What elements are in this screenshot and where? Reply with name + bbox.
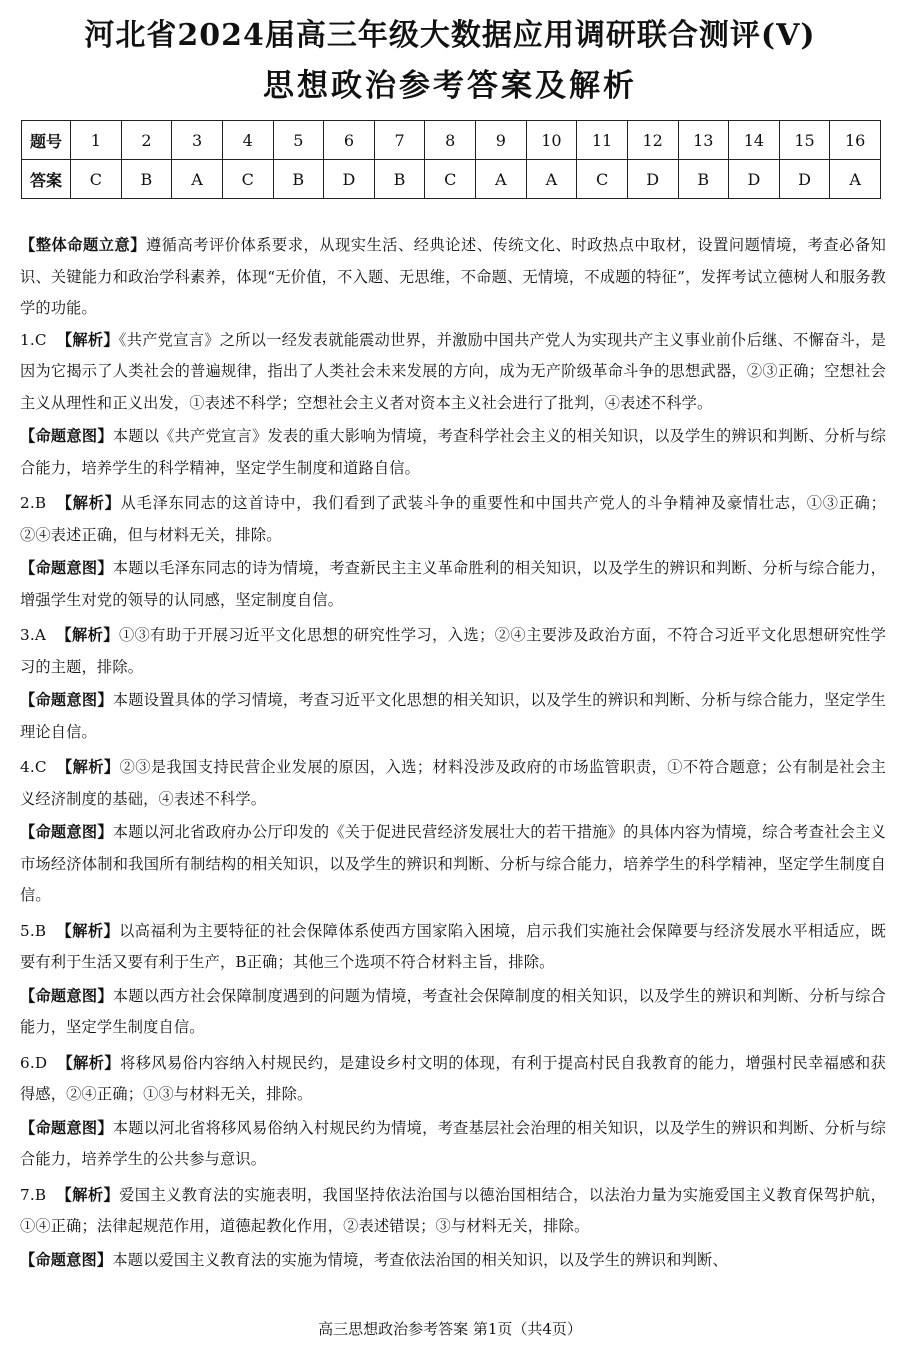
question-analysis (20, 325, 886, 420)
question-purpose (20, 553, 886, 616)
question-number-cell: 10 (526, 121, 577, 160)
question-number-row (22, 121, 881, 160)
question-number-cell: 16 (830, 121, 881, 160)
purpose-text: 本题以河北省政府办公厅印发的《关于促进民营经济发展壮大的若干措施》的具体内容为情境，综合考查社会主义市场经济体制和我国所有制结构的相关知识，以及学生的辨识和判断、分析与综合能力，培养学生的科学精神，坚定学生制度自信。 (20, 823, 886, 904)
answer-cell: C (71, 160, 122, 199)
answer-cell: D (779, 160, 830, 199)
question-number-cell: 15 (779, 121, 830, 160)
purpose-text: 本题以毛泽东同志的诗为情境，考查新民主主义革命胜利的相关知识，以及学生的辨识和判断、分析与综合能力，增强学生对党的领导的认同感，坚定制度自信。 (20, 559, 886, 609)
analysis-text: 《共产党宣言》之所以一经发表就能震动世界，并激励中国共产党人为实现共产主义事业前仆后继、不懈奋斗，是因为它揭示了人类社会的普遍规律，指出了人类社会未来发展的方向，成为无产阶级革命斗争的思想武器，②③正确；空想社会主义从理性和正义出发，①表述不科学；空想社会主义者对资本主义社会进行了批判，④表述不科学。 (20, 330, 886, 412)
analysis-tag: 【解析】 (56, 494, 121, 512)
analysis-text: ①③有助于开展习近平文化思想的研究性学习，入选；②④主要涉及政治方面，不符合习近平文化思想研究性学习的主题，排除。 (20, 626, 886, 676)
purpose-tag: 【命题意图】 (20, 986, 113, 1005)
question-analysis (20, 1180, 886, 1243)
question-purpose (20, 981, 886, 1044)
question-number-cell: 6 (324, 121, 375, 160)
answer-cell: B (374, 160, 425, 199)
answer-cell: B (678, 160, 729, 199)
answer-cell: C (577, 160, 628, 199)
question-number-cell: 5 (273, 121, 324, 160)
answer-row (22, 160, 881, 199)
analysis-text: 以高福利为主要特征的社会保障体系使西方国家陷入困境，启示我们实施社会保障要与经济发展水平相适应，既要有利于生活又要有利于生产，B正确；其他三个选项不符合材料主旨，排除。 (20, 921, 886, 971)
overall-intent-tag: 【整体命题立意】 (20, 236, 147, 254)
answer-table (21, 120, 881, 199)
purpose-tag: 【命题意图】 (20, 427, 113, 445)
purpose-text: 本题以《共产党宣言》发表的重大影响为情境，考查科学社会主义的相关知识，以及学生的辨识和判断、分析与综合能力，培养学生的科学精神，坚定学生制度和道路自信。 (20, 427, 886, 477)
analysis-text: ②③是我国支持民营企业发展的原因，入选；材料没涉及政府的市场监管职责，①不符合题意；公有制是社会主义经济制度的基础，④表述不科学。 (20, 758, 886, 808)
question-analysis (20, 488, 886, 551)
question-analysis (20, 1048, 886, 1111)
question-number: 5.B (20, 921, 47, 940)
question-number: 7.B (20, 1185, 47, 1204)
question-number-cell: 2 (121, 121, 172, 160)
question-number-cell: 1 (71, 121, 122, 160)
analysis-text: 爱国主义教育法的实施表明，我国坚持依法治国与以德治国相结合，以法治力量为实施爱国主义教育保驾护航，①④正确；法律起规范作用，道德起教化作用，②表述错误；③与材料无关，排除。 (20, 1185, 886, 1235)
purpose-tag: 【命题意图】 (20, 823, 113, 841)
purpose-tag: 【命题意图】 (20, 1250, 113, 1269)
analysis-tag: 【解析】 (56, 921, 120, 940)
question-analysis (20, 752, 886, 815)
row-label-number: 题号 (22, 121, 71, 160)
question-number-cell: 11 (577, 121, 628, 160)
analysis-text: 将移风易俗内容纳入村规民约，是建设乡村文明的体现，有利于提高村民自我教育的能力，增强村民幸福感和获得感，②④正确；①③与材料无关，排除。 (20, 1053, 886, 1103)
page-footer: 高三思想政治参考答案 第1页（共4页） (318, 1320, 582, 1338)
page-subtitle: 思想政治参考答案及解析 (263, 68, 637, 104)
explanation-body (20, 230, 886, 1280)
purpose-text: 本题以爱国主义教育法的实施为情境，考查依法治国的相关知识，以及学生的辨识和判断、 (112, 1250, 728, 1269)
analysis-tag: 【解析】 (56, 626, 119, 644)
analysis-text: 从毛泽东同志的这首诗中，我们看到了武装斗争的重要性和中国共产党人的斗争精神及豪情壮志，①③正确；②④表述正确，但与材料无关，排除。 (20, 494, 886, 544)
question-number-cell: 7 (374, 121, 425, 160)
question-number-cell: 4 (222, 121, 273, 160)
question-purpose (20, 1245, 886, 1277)
answer-cell: A (172, 160, 223, 199)
answer-cell: C (222, 160, 273, 199)
purpose-tag: 【命题意图】 (20, 691, 113, 709)
analysis-tag: 【解析】 (57, 1053, 121, 1072)
page-title: 河北省2024届高三年级大数据应用调研联合测评(Ⅴ) (84, 18, 816, 53)
analysis-tag: 【解析】 (56, 330, 119, 349)
answer-cell: A (830, 160, 881, 199)
question-number: 6.D (20, 1053, 48, 1072)
question-list (20, 325, 886, 1277)
purpose-text: 本题设置具体的学习情境，考查习近平文化思想的相关知识，以及学生的辨识和判断、分析与综合能力，坚定学生理论自信。 (20, 691, 886, 741)
question-number-cell: 9 (476, 121, 527, 160)
answer-cell: D (729, 160, 780, 199)
question-purpose (20, 1113, 886, 1176)
question-number: 4.C (20, 758, 47, 776)
question-number-cell: 14 (729, 121, 780, 160)
answer-cell: A (476, 160, 527, 199)
purpose-tag: 【命题意图】 (20, 1118, 113, 1137)
question-purpose (20, 685, 886, 748)
question-analysis (20, 916, 886, 979)
overall-intent-text: 遵循高考评价体系要求，从现实生活、经典论述、传统文化、时政热点中取材，设置问题情境，考查必备知识、关键能力和政治学科素养，体现“无价值，不入题、无思维，不命题、无情境，不成题的特征”，发挥考试立德树人和服务教学的功能。 (20, 236, 886, 317)
question-number-cell: 3 (172, 121, 223, 160)
purpose-text: 本题以西方社会保障制度遇到的问题为情境，考查社会保障制度的相关知识，以及学生的辨识和判断、分析与综合能力，坚定学生制度自信。 (20, 986, 886, 1036)
analysis-tag: 【解析】 (56, 758, 120, 776)
answer-cell: A (526, 160, 577, 199)
question-number: 1.C (20, 330, 47, 349)
answer-cell: D (324, 160, 375, 199)
question-number: 2.B (20, 494, 47, 512)
answer-cell: B (273, 160, 324, 199)
question-number-cell: 8 (425, 121, 476, 160)
answer-cell: D (627, 160, 678, 199)
question-number-cell: 13 (678, 121, 729, 160)
question-purpose (20, 421, 886, 484)
row-label-answer: 答案 (22, 160, 71, 199)
question-purpose (20, 817, 886, 912)
answer-cell: C (425, 160, 476, 199)
question-number-cell: 12 (627, 121, 678, 160)
question-number: 3.A (20, 626, 47, 644)
overall-intent (20, 230, 886, 325)
question-analysis (20, 620, 886, 683)
answer-cell: B (121, 160, 172, 199)
analysis-tag: 【解析】 (56, 1185, 120, 1204)
purpose-text: 本题以河北省将移风易俗纳入村规民约为情境，考查基层社会治理的相关知识，以及学生的辨识和判断、分析与综合能力，培养学生的公共参与意识。 (20, 1118, 886, 1168)
purpose-tag: 【命题意图】 (20, 559, 113, 577)
